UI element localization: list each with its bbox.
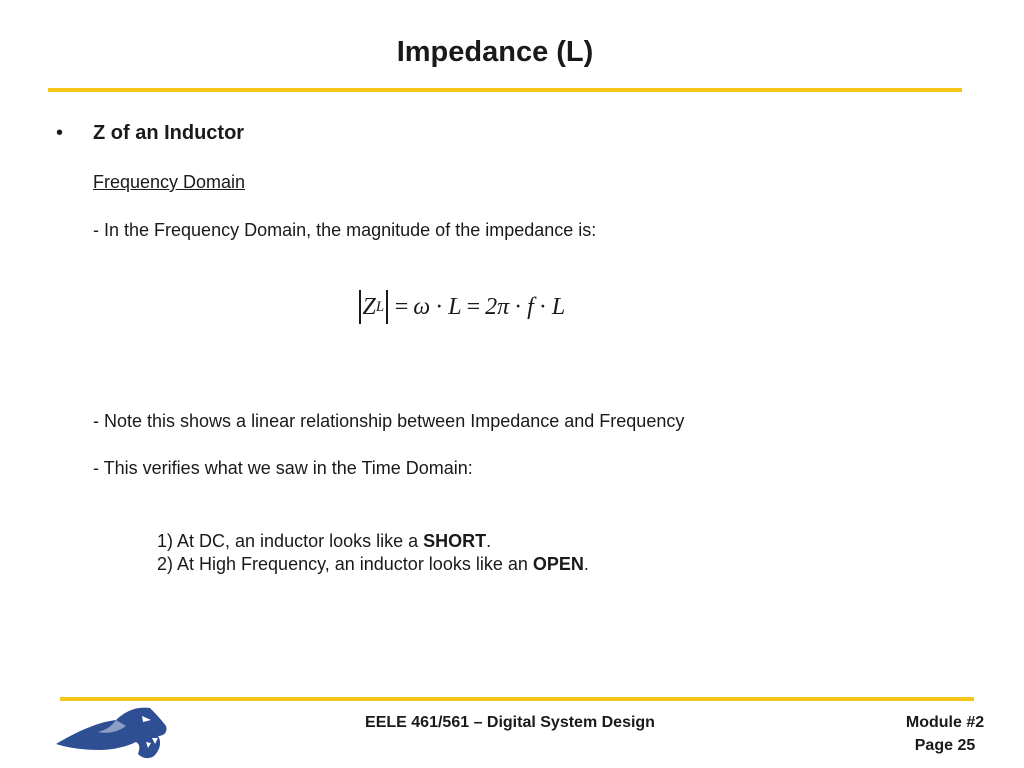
footer-divider xyxy=(60,697,974,701)
section-subheading: Frequency Domain xyxy=(93,172,246,192)
impedance-formula xyxy=(357,290,565,324)
list-item-2-text: 2) At High Frequency, an inductor looks like an xyxy=(157,554,533,574)
footer-module-label: Module #2 xyxy=(905,714,985,731)
formula-equals-1: = xyxy=(394,293,409,320)
list-item-1-text: 1) At DC, an inductor looks like a xyxy=(157,531,424,551)
list-item-2-bold: OPEN xyxy=(532,554,584,574)
list-item-1-end: . xyxy=(486,531,492,551)
formula-dot-1: · xyxy=(435,293,444,320)
list-item-2-end: . xyxy=(583,554,589,574)
formula-omega: ω xyxy=(413,293,431,320)
bullet-marker: • xyxy=(56,122,64,144)
formula-z: Z xyxy=(362,293,376,320)
body-line-3: - This verifies what we saw in the Time Domain: xyxy=(93,458,473,478)
footer-page-number: Page 25 xyxy=(914,737,976,754)
formula-l-2: L xyxy=(551,293,566,320)
formula-equals-2: = xyxy=(466,293,481,320)
abs-bar-left xyxy=(359,290,361,324)
title-divider xyxy=(48,88,962,92)
formula-l-1: L xyxy=(448,293,462,320)
formula-dot-3: · xyxy=(538,293,547,320)
formula-f: f xyxy=(527,293,534,320)
list-item-1-bold: SHORT xyxy=(423,531,487,551)
list-item-2 xyxy=(157,554,589,575)
abs-bar-right xyxy=(386,290,388,324)
bullet-heading: Z of an Inductor xyxy=(93,122,245,144)
formula-two-pi: 2π xyxy=(485,293,510,320)
body-line-2: - Note this shows a linear relationship between Impedance and Frequency xyxy=(93,411,685,431)
slide-title: Impedance (L) xyxy=(396,36,594,68)
list-item-1 xyxy=(157,531,491,552)
body-line-1: - In the Frequency Domain, the magnitude of the impedance is: xyxy=(93,220,597,240)
formula-dot-2: · xyxy=(514,293,523,320)
footer-course-title: EELE 461/561 – Digital System Design xyxy=(365,714,655,731)
formula-z-subscript: L xyxy=(375,298,385,315)
footer-page-info xyxy=(880,711,1010,757)
bobcat-logo-icon xyxy=(54,704,170,760)
